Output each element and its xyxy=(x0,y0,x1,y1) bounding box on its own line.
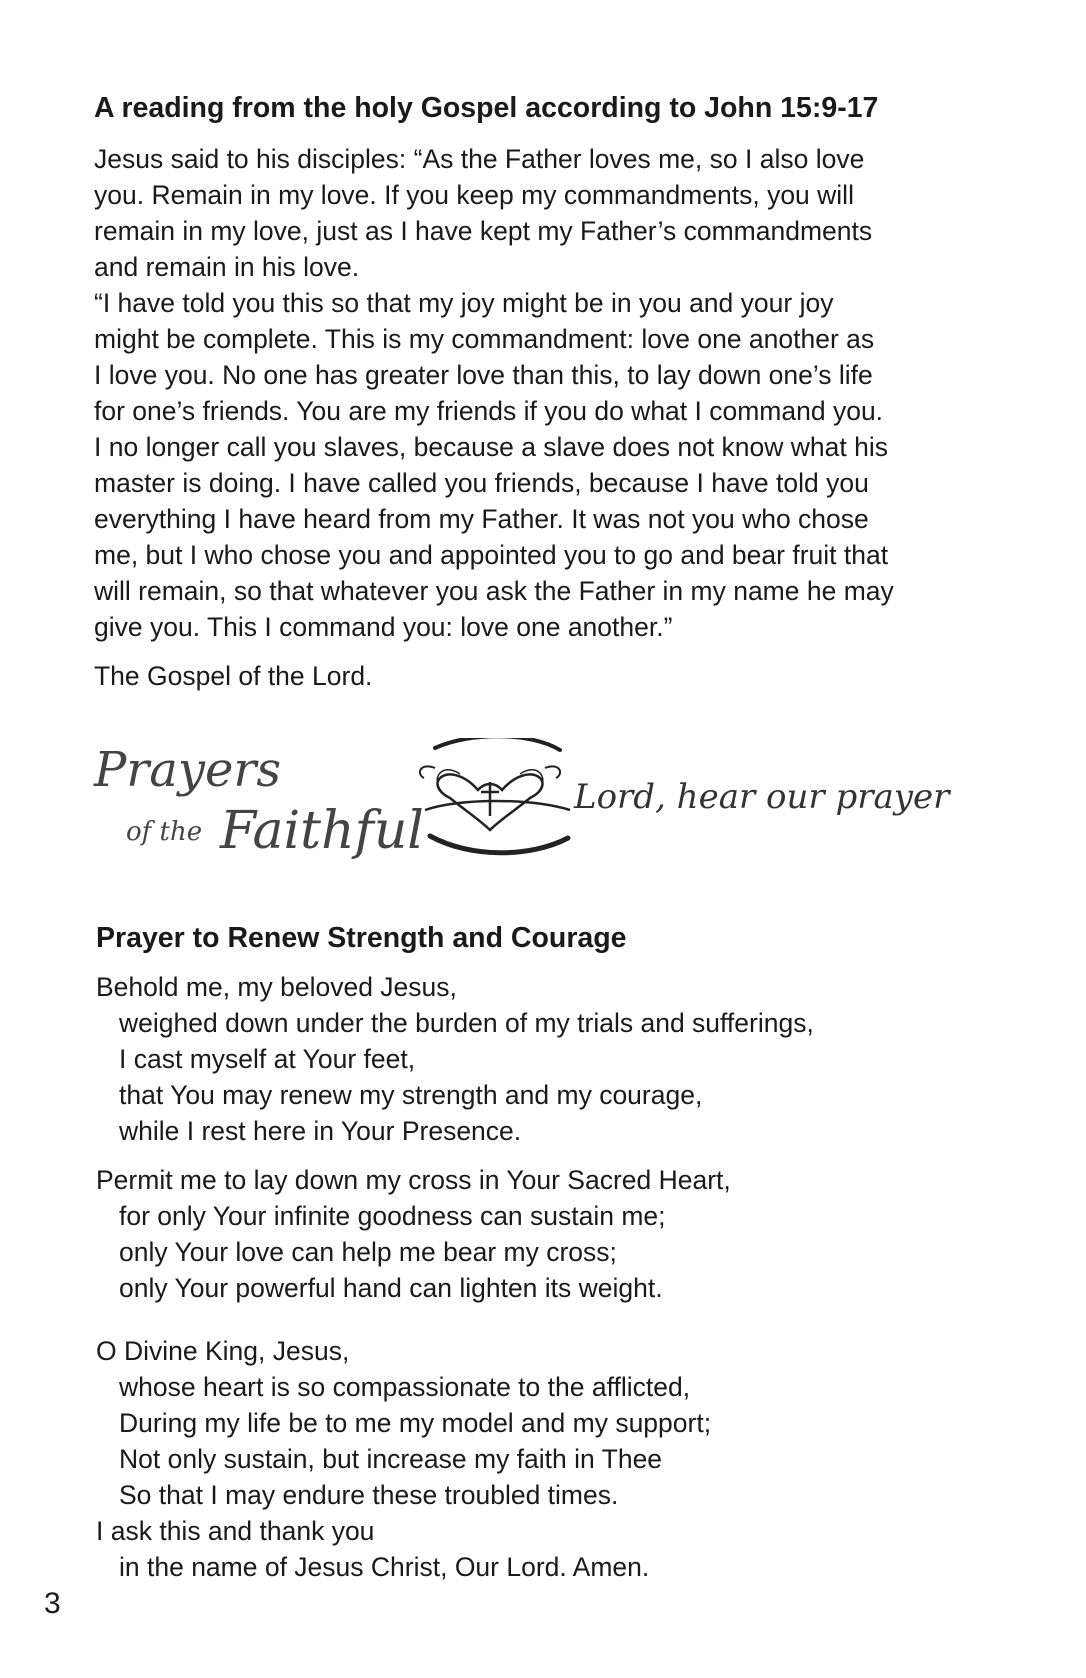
prayer-line: O Divine King, Jesus, xyxy=(96,1336,350,1366)
prayer-line: Not only sustain, but increase my faith in Thee xyxy=(119,1444,663,1474)
reading-line: I no longer call you slaves, because a slave does not know what his xyxy=(94,432,888,462)
prayer-line: I cast myself at Your feet, xyxy=(119,1044,416,1074)
reading-line: will remain, so that whatever you ask the Father in my name he may xyxy=(94,576,894,606)
heart-cross-ornament-icon xyxy=(420,738,570,853)
prayer-stanza xyxy=(96,1333,711,1585)
reading-line: remain in my love, just as I have kept my Father’s commandments xyxy=(94,216,873,246)
page-number: 3 xyxy=(44,1587,61,1620)
reading-line: you. Remain in my love. If you keep my commandments, you will xyxy=(94,180,854,210)
prayer-line: for only Your infinite goodness can sustain me; xyxy=(119,1201,666,1231)
prayer-line: whose heart is so compassionate to the afflicted, xyxy=(119,1372,691,1402)
prayer-line: only Your powerful hand can lighten its weight. xyxy=(119,1273,663,1303)
banner-prayers-text: Prayers xyxy=(94,742,281,798)
prayer-line: in the name of Jesus Christ, Our Lord. Amen. xyxy=(119,1552,650,1582)
banner-of-the-text: of the xyxy=(126,817,203,847)
prayer-line: that You may renew my strength and my courage, xyxy=(119,1080,703,1110)
prayer-title: Prayer to Renew Strength and Courage xyxy=(96,922,627,954)
reading-closing: The Gospel of the Lord. xyxy=(94,661,373,691)
prayer-line: I ask this and thank you xyxy=(96,1516,375,1546)
prayer-stanza xyxy=(96,1162,731,1306)
prayer-line: During my life be to me my model and my support; xyxy=(119,1408,712,1438)
prayer-line: weighed down under the burden of my trials and sufferings, xyxy=(119,1008,814,1038)
prayers-of-the-faithful-banner xyxy=(90,738,1010,888)
reading-line: and remain in his love. xyxy=(94,252,360,282)
banner-faithful-text: Faithful xyxy=(220,801,424,861)
prayer-line: Behold me, my beloved Jesus, xyxy=(96,972,457,1002)
banner-response-text: Lord, hear our prayer xyxy=(574,777,950,817)
reading-line: me, but I who chose you and appointed you to go and bear fruit that xyxy=(94,540,889,570)
prayer-line: while I rest here in Your Presence. xyxy=(119,1116,522,1146)
reading-line: give you. This I command you: love one another.” xyxy=(94,612,673,642)
prayer-line: So that I may endure these troubled times. xyxy=(119,1480,619,1510)
reading-line: everything I have heard from my Father. It was not you who chose xyxy=(94,504,869,534)
reading-line: for one’s friends. You are my friends if you do what I command you. xyxy=(94,396,884,426)
prayer-line: Permit me to lay down my cross in Your Sacred Heart, xyxy=(96,1165,731,1195)
reading-line: might be complete. This is my commandment: love one another as xyxy=(94,324,875,354)
reading-line: I love you. No one has greater love than this, to lay down one’s life xyxy=(94,360,873,390)
reading-line: “I have told you this so that my joy might be in you and your joy xyxy=(94,288,834,318)
reading-title: A reading from the holy Gospel according to John 15:9-17 xyxy=(94,92,879,124)
reading-line: master is doing. I have called you friends, because I have told you xyxy=(94,468,869,498)
prayer-line: only Your love can help me bear my cross; xyxy=(119,1237,617,1267)
reading-body xyxy=(94,141,1054,645)
reading-line: Jesus said to his disciples: “As the Father loves me, so I also love xyxy=(94,144,865,174)
prayer-stanza xyxy=(96,969,814,1149)
banner-graphic xyxy=(90,738,1010,888)
